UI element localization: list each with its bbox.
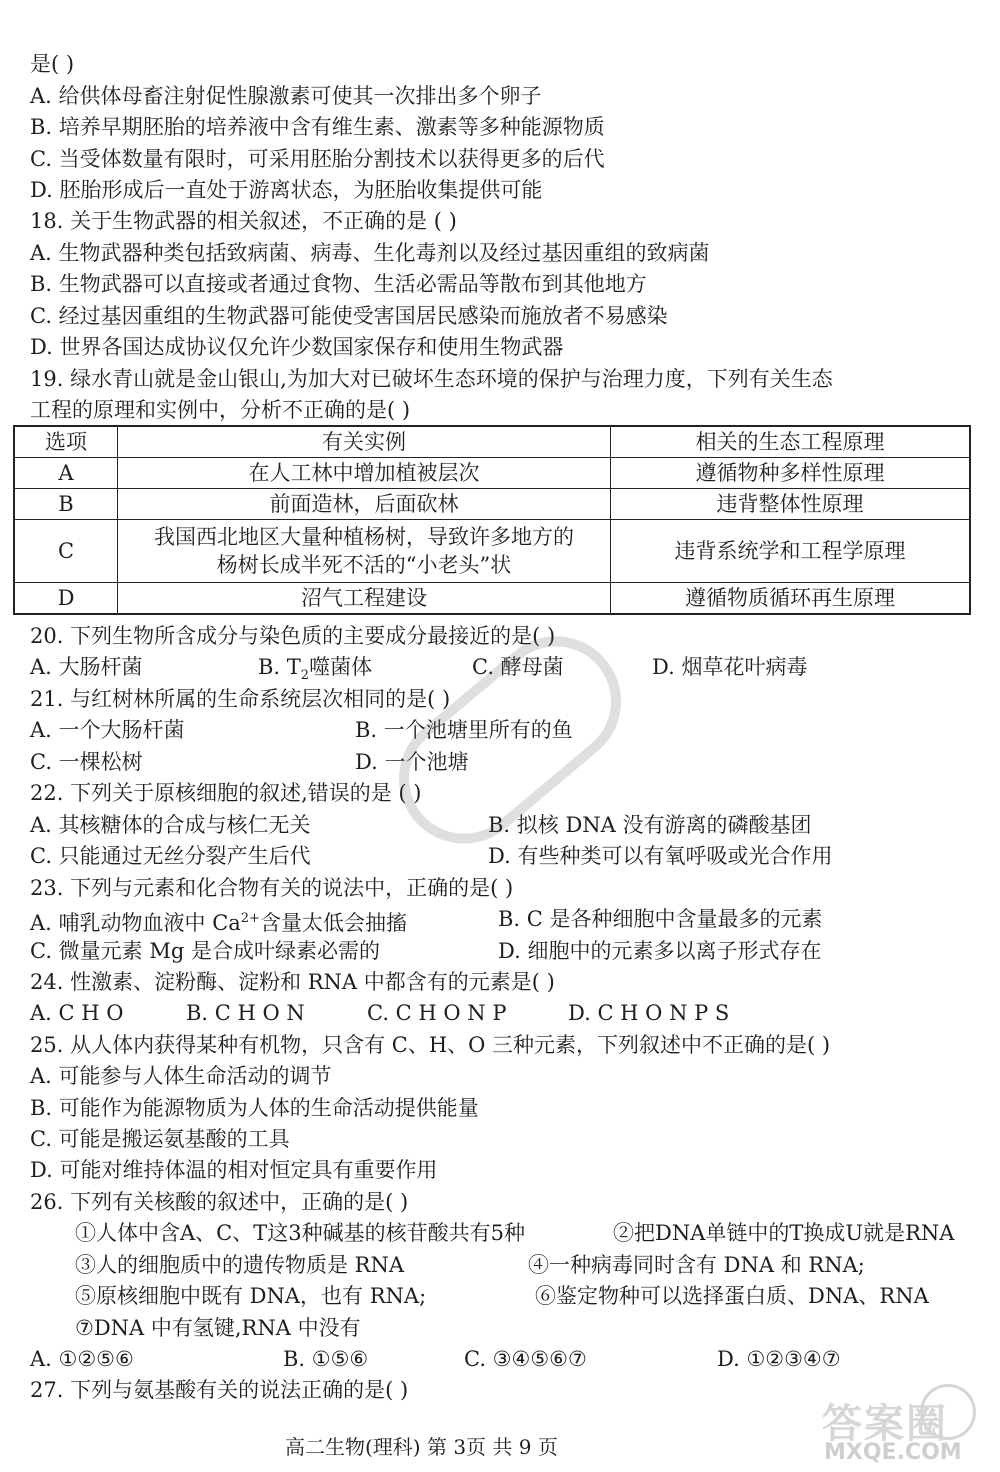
- q26-option-b: B. ①⑤⑥: [283, 1347, 369, 1371]
- q23-option-a: [30, 905, 407, 933]
- q17-option-d: D. 胚胎形成后一直处于游离状态，为胚胎收集提供可能: [30, 178, 543, 202]
- option-text: A. 哺乳动物血液中 Ca: [30, 911, 241, 935]
- q21-option-d: D. 一个池塘: [355, 750, 469, 774]
- q26-option-d: D. ①②③④⑦: [717, 1347, 841, 1371]
- table-cell: [118, 520, 611, 583]
- q21-option-b: B. 一个池塘里所有的鱼: [355, 718, 573, 742]
- table-cell: 遵循物种多样性原理: [611, 458, 971, 489]
- q24-option-b: B. C H O N: [186, 1001, 305, 1025]
- table-cell: 在人工林中增加植被层次: [118, 458, 611, 489]
- subscript: 2: [300, 668, 310, 684]
- table-header-cell: 选项: [14, 426, 118, 458]
- table-row: [14, 520, 970, 583]
- q26-option-a: A. ①②⑤⑥: [30, 1347, 134, 1371]
- watermark-logo: [812, 1392, 992, 1467]
- q17-option-c: C. 当受体数量有限时，可采用胚胎分割技术以获得更多的后代: [30, 147, 605, 171]
- q22-stem: 22. 下列关于原核细胞的叙述,错误的是 ( ): [30, 781, 422, 805]
- q23-option-d: D. 细胞中的元素多以离子形式存在: [498, 939, 822, 963]
- q26-statement-5: ⑤原核细胞中既有 DNA，也有 RNA;: [75, 1284, 427, 1308]
- table-header-row: [14, 426, 970, 458]
- q26-stem: 26. 下列有关核酸的叙述中，正确的是( ): [30, 1190, 409, 1214]
- q18-stem: 18. 关于生物武器的相关叙述，不正确的是 ( ): [30, 209, 457, 233]
- q23-option-c: C. 微量元素 Mg 是合成叶绿素必需的: [30, 939, 380, 963]
- option-text: B. T: [258, 655, 301, 679]
- q25-option-c: C. 可能是搬运氨基酸的工具: [30, 1127, 290, 1151]
- q24-stem: 24. 性激素、淀粉酶、淀粉和 RNA 中都含有的元素是( ): [30, 970, 555, 994]
- watermark-url: MXQE.COM: [824, 1440, 962, 1465]
- q24-option-d: D. C H O N P S: [568, 1001, 730, 1025]
- q17-option-b: B. 培养早期胚胎的培养液中含有维生素、激素等多种能源物质: [30, 115, 605, 139]
- q26-statement-4: ④一种病毒同时含有 DNA 和 RNA;: [528, 1253, 865, 1277]
- q21-option-a: A. 一个大肠杆菌: [30, 718, 185, 742]
- watermark-brand: 答案圈: [822, 1400, 948, 1447]
- table-cell: 前面造林，后面砍林: [118, 489, 611, 520]
- table-cell: A: [14, 458, 118, 489]
- table-cell: 遵循物质循环再生原理: [611, 583, 971, 615]
- q18-option-c: C. 经过基因重组的生物武器可能使受害国居民感染而施放者不易感染: [30, 304, 668, 328]
- q22-option-c: C. 只能通过无丝分裂产生后代: [30, 844, 311, 868]
- q18-option-b: B. 生物武器可以直接或者通过食物、生活必需品等散布到其他地方: [30, 272, 647, 296]
- table-cell-line: 我国西北地区大量种植杨树，导致许多地方的: [154, 525, 574, 549]
- q20-option-a: A. 大肠杆菌: [30, 655, 143, 679]
- q24-option-a: A. C H O: [30, 1001, 124, 1025]
- q21-option-c: C. 一棵松树: [30, 750, 143, 774]
- q21-stem: 21. 与红树林所属的生命系统层次相同的是( ): [30, 687, 451, 711]
- q17-stem-tail: 是( ): [30, 52, 75, 76]
- table-row: [14, 458, 970, 489]
- table-cell: D: [14, 583, 118, 615]
- q19-table: [13, 425, 971, 615]
- q18-option-d: D. 世界各国达成协议仅允许少数国家保存和使用生物武器: [30, 335, 564, 359]
- q20-option-b: [258, 653, 373, 684]
- table-header-cell: 相关的生态工程原理: [611, 426, 971, 458]
- q26-statement-2: ②把DNA单链中的T换成U就是RNA: [613, 1221, 955, 1245]
- q24-option-c: C. C H O N P: [367, 1001, 507, 1025]
- q22-option-d: D. 有些种类可以有氧呼吸或光合作用: [488, 844, 833, 868]
- q26-statement-1: ①人体中含A、C、T这3种碱基的核苷酸共有5种: [75, 1221, 525, 1245]
- table-cell: C: [14, 520, 118, 583]
- table-cell: 违背整体性原理: [611, 489, 971, 520]
- table-cell: B: [14, 489, 118, 520]
- table-cell-line: 杨树长成半死不活的“小老头”状: [216, 553, 512, 577]
- table-cell: 违背系统学和工程学原理: [611, 520, 971, 583]
- q25-option-a: A. 可能参与人体生命活动的调节: [30, 1064, 332, 1088]
- table-cell: 沼气工程建设: [118, 583, 611, 615]
- q17-option-a: A. 给供体母畜注射促性腺激素可使其一次排出多个卵子: [30, 84, 542, 108]
- q18-option-a: A. 生物武器种类包括致病菌、病毒、生化毒剂以及经过基因重组的致病菌: [30, 241, 710, 265]
- q19-stem-line1: 19. 绿水青山就是金山银山,为加大对已破坏生态环境的保护与治理力度，下列有关生态: [30, 367, 833, 391]
- q25-option-d: D. 可能对维持体温的相对恒定具有重要作用: [30, 1158, 438, 1182]
- page-footer: 高二生物(理科) 第 3页 共 9 页: [285, 1435, 558, 1459]
- q20-stem: 20. 下列生物所含成分与染色质的主要成分最接近的是( ): [30, 624, 556, 648]
- q20-option-d: D. 烟草花叶病毒: [652, 655, 808, 679]
- q26-statement-3: ③人的细胞质中的遗传物质是 RNA: [75, 1253, 405, 1277]
- superscript: 2+: [240, 911, 260, 926]
- q27-stem: 27. 下列与氨基酸有关的说法正确的是( ): [30, 1378, 409, 1402]
- q26-option-c: C. ③④⑤⑥⑦: [464, 1347, 587, 1371]
- q22-option-b: B. 拟核 DNA 没有游离的磷酸基团: [488, 813, 812, 837]
- q23-stem: 23. 下列与元素和化合物有关的说法中，正确的是( ): [30, 876, 514, 900]
- option-text: 噬菌体: [309, 655, 373, 679]
- q19-stem-line2: 工程的原理和实例中，分析不正确的是( ): [30, 398, 411, 422]
- q22-option-a: A. 其核糖体的合成与核仁无关: [30, 813, 311, 837]
- table-header-cell: 有关实例: [118, 426, 611, 458]
- q23-option-b: B. C 是各种细胞中含量最多的元素: [498, 907, 823, 931]
- table-row: [14, 583, 970, 615]
- option-text: 含量太低会抽搐: [259, 911, 407, 935]
- table-row: [14, 489, 970, 520]
- q20-option-c: C. 酵母菌: [472, 655, 564, 679]
- q25-stem: 25. 从人体内获得某种有机物，只含有 C、H、O 三种元素，下列叙述中不正确的是( ): [30, 1033, 831, 1057]
- q26-statement-7: ⑦DNA 中有氢键,RNA 中没有: [75, 1316, 361, 1340]
- q25-option-b: B. 可能作为能源物质为人体的生命活动提供能量: [30, 1096, 479, 1120]
- q26-statement-6: ⑥鉴定物种可以选择蛋白质、DNA、RNA: [535, 1284, 929, 1308]
